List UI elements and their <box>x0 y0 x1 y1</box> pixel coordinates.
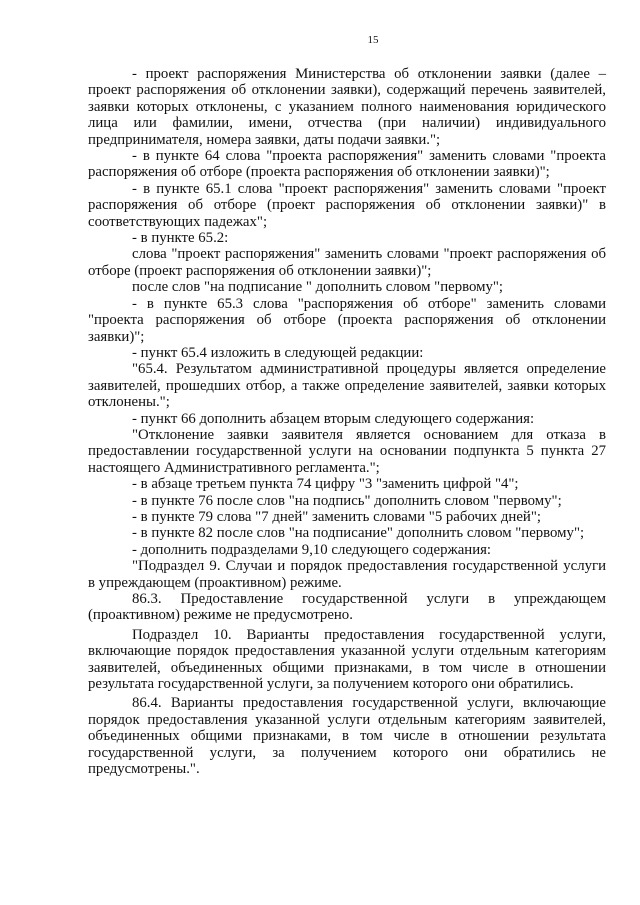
paragraph-item-66: - пункт 66 дополнить абзацем вторым следующего содержания: <box>132 410 535 427</box>
paragraph-item-79: - в пункте 79 слова "7 дней" заменить словами "5 рабочих дней"; <box>132 508 541 525</box>
paragraph-item-76: - в пункте 76 после слов "на подпись" дополнить словом "первому"; <box>132 492 562 509</box>
paragraph-item-65-2: - в пункте 65.2: <box>132 230 229 247</box>
paragraph-item-65-1: - в пункте 65.1 слова "проект распоряжения" заменить словами "проект распоряжения об отборе (проект распоряжения об отклонении заявки)" в соответствующих падежах"; <box>88 180 606 230</box>
paragraph-subsection-10: Подраздел 10. Варианты предоставления государственной услуги, включающие порядок предоставления указанной услуги отдельным категориям заявителей, объединенных общими признаками, в том числе в отношении результата государственной услуги, за получением которого они обратились. <box>88 626 606 693</box>
paragraph-item-86-4: 86.4. Варианты предоставления государственной услуги, включающие порядок предоставления указанной услуги отдельным категориям заявителей, объединенных общими признаками, в том числе в отношении результата государственной услуги, за получением которого они обратились не предусмотрены.". <box>88 695 606 778</box>
paragraph-add-subsections: - дополнить подразделами 9,10 следующего содержания: <box>132 541 492 558</box>
paragraph-draft-rejection-order: - проект распоряжения Министерства об отклонении заявки (далее – проект распоряжения об отклонении заявки), содержащий перечень заявителей, заявки которых отклонены, с указанием полного наименования юридического лица или фамилии, имени, отчества (при наличии) индивидуального предпринимателя, номера заявки, даты подачи заявки."; <box>88 66 606 148</box>
paragraph-subsection-9: "Подраздел 9. Случаи и порядок предоставления государственной услуги в упреждающем (проактивном) режиме. <box>88 558 606 591</box>
paragraph-item-65-3: - в пункте 65.3 слова "распоряжения об отборе" заменить словами "проекта распоряжения об отборе (проекта распоряжения об отклонении заявки)"; <box>88 295 606 345</box>
paragraph-item-65-4-text: "65.4. Результатом административной процедуры является определение заявителей, прошедших отбор, а также определение заявителей, заявки которых отклонены."; <box>88 361 606 411</box>
paragraph-item-86-3: 86.3. Предоставление государственной услуги в упреждающем (проактивном) режиме не предусмотрено. <box>88 591 606 624</box>
page-number: 15 <box>367 34 379 46</box>
paragraph-item-74: - в абзаце третьем пункта 74 цифру "3 "заменить цифрой "4"; <box>132 476 519 493</box>
paragraph-item-65-2-words: слова "проект распоряжения" заменить словами "проект распоряжения об отборе (проект распоряжения об отклонении заявки)"; <box>88 246 606 279</box>
paragraph-item-82: - в пункте 82 после слов "на подписание" дополнить словом "первому"; <box>132 525 585 542</box>
paragraph-item-64: - в пункте 64 слова "проекта распоряжения" заменить словами "проекта распоряжения об отборе (проекта распоряжения об отклонении заявки)"; <box>88 148 606 181</box>
paragraph-item-65-4: - пункт 65.4 изложить в следующей редакции: <box>132 344 424 361</box>
paragraph-item-65-2-signing: после слов "на подписание " дополнить словом "первому"; <box>132 279 504 296</box>
paragraph-item-66-text: "Отклонение заявки заявителя является основанием для отказа в предоставлении государственной услуги на основании подпункта 5 пункта 27 настоящего Административного регламента."; <box>88 426 606 476</box>
